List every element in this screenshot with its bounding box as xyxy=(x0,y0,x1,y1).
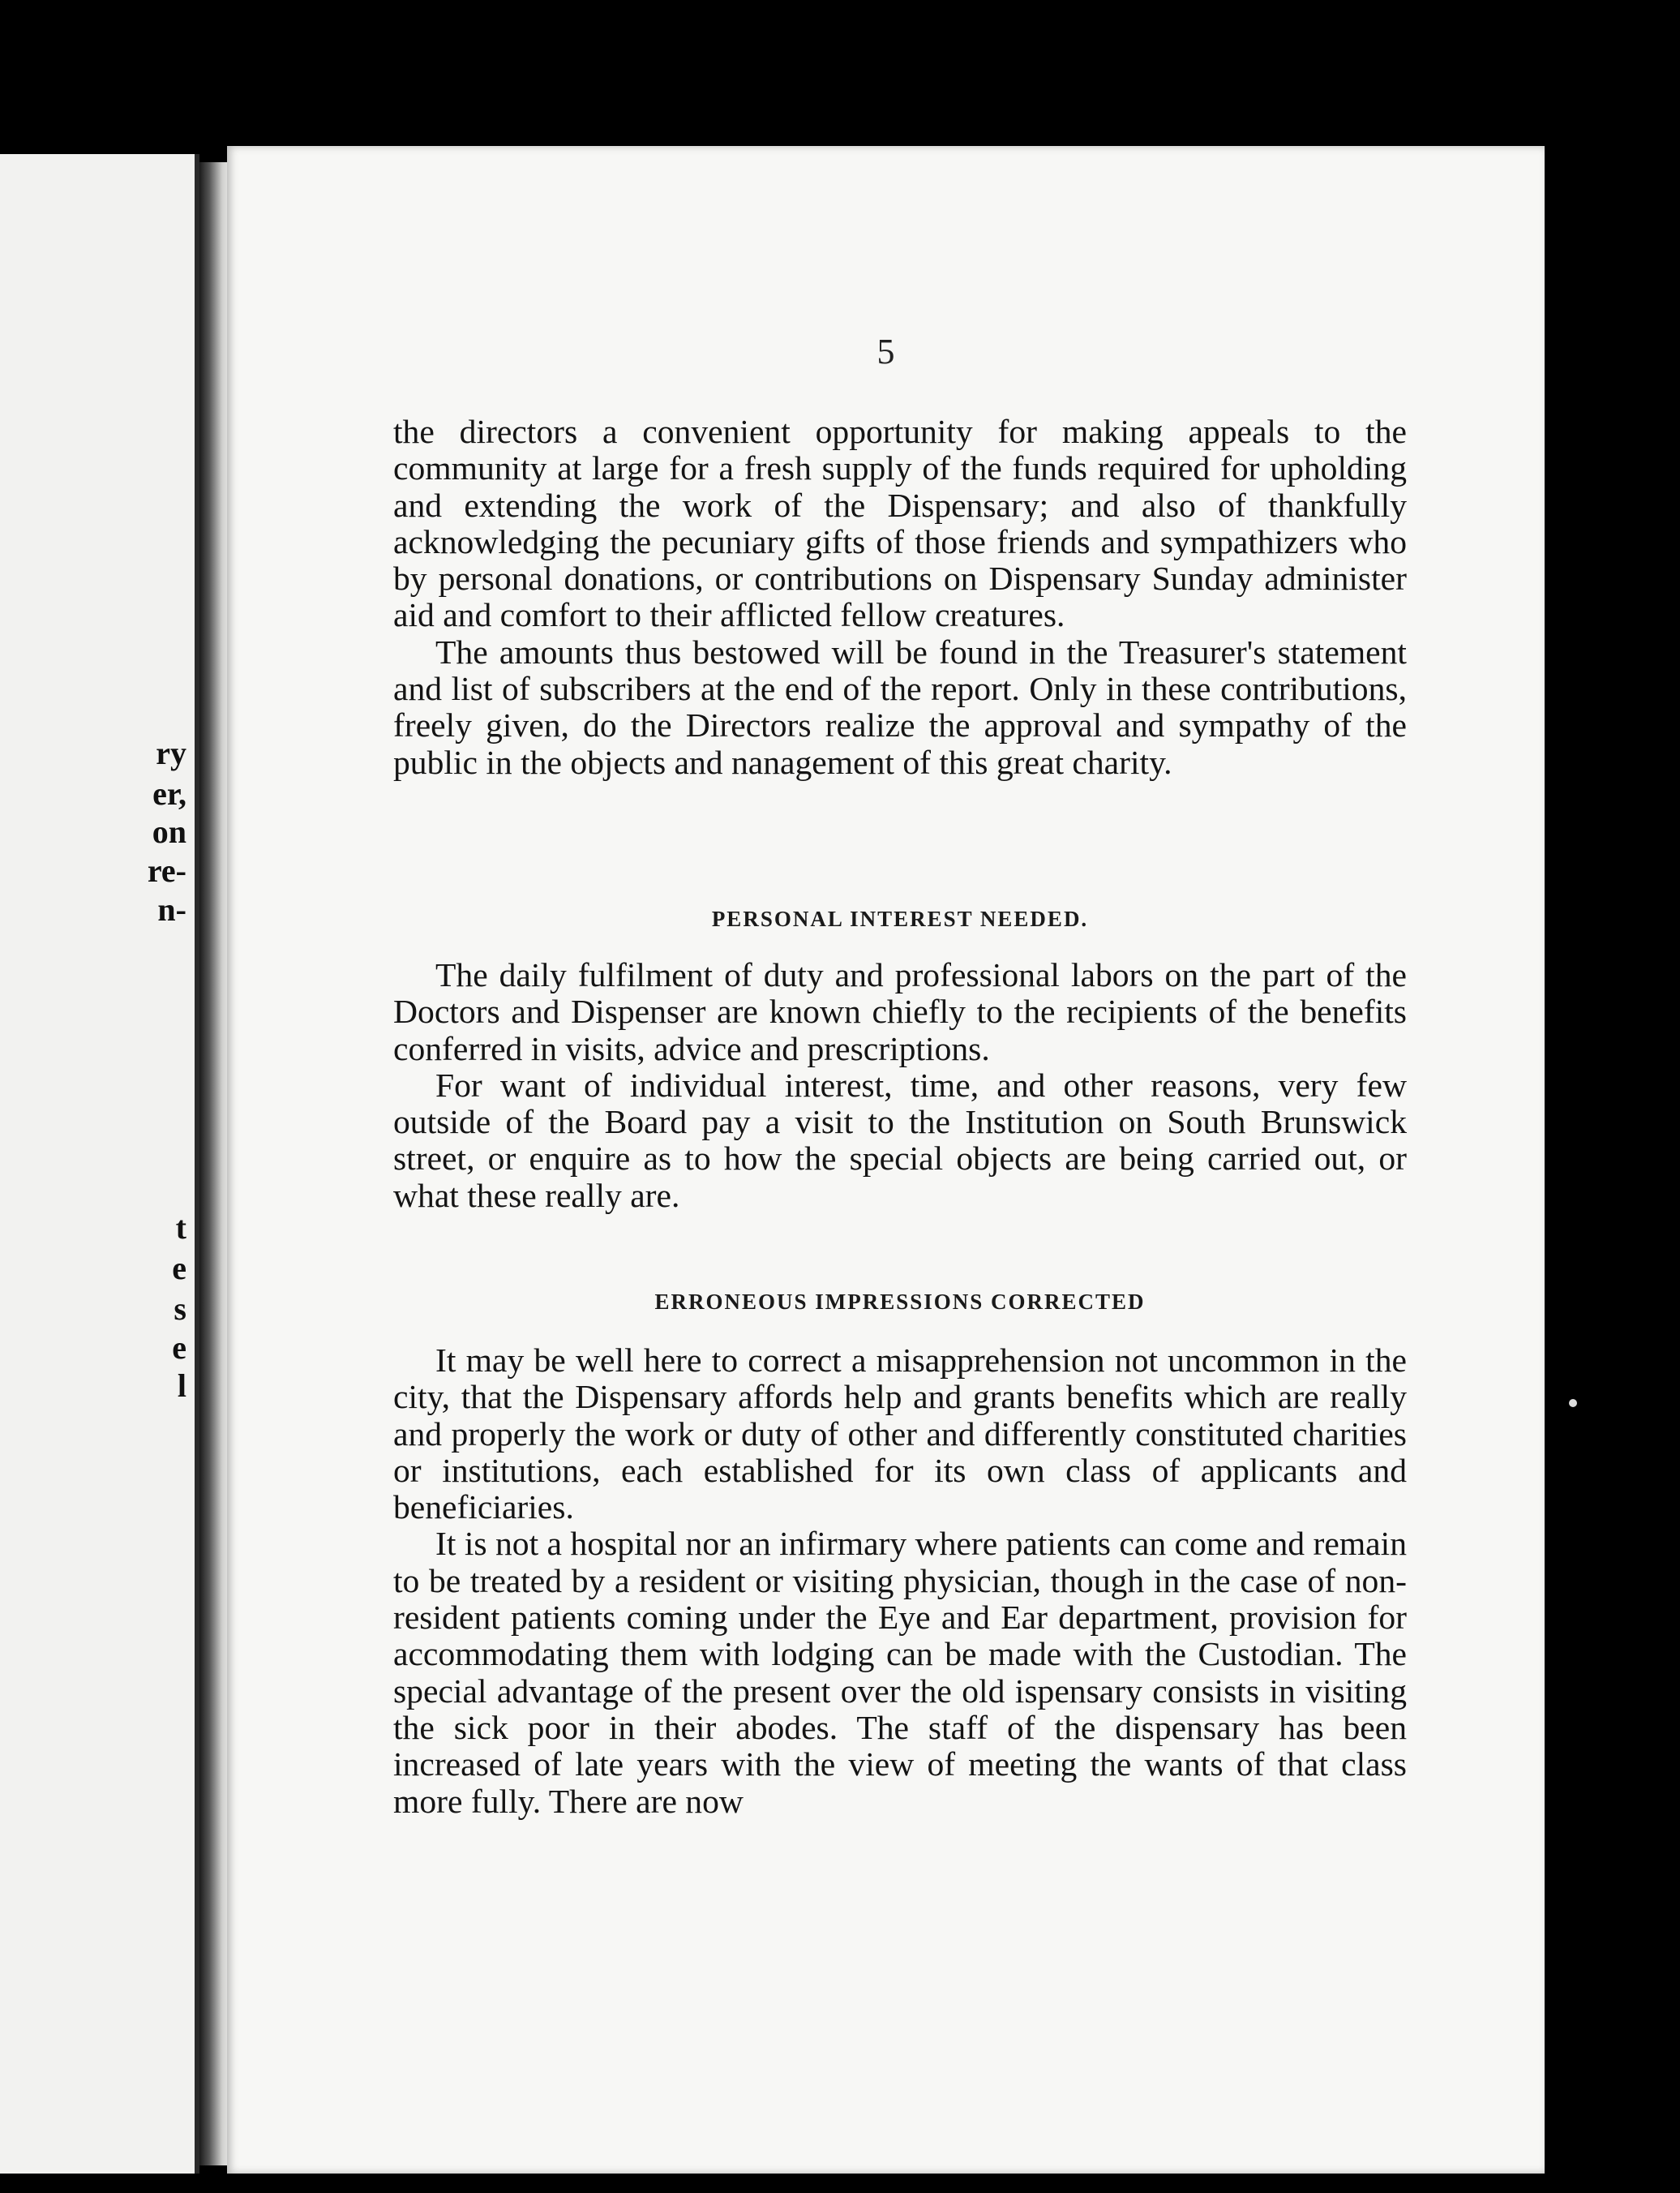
left-page-fragment: ry xyxy=(156,735,186,771)
left-page-fragment: l xyxy=(177,1367,186,1404)
section-heading: PERSONAL INTEREST NEEDED. xyxy=(711,907,1089,931)
left-page-fragment: n- xyxy=(157,891,186,928)
left-page-fragment: s xyxy=(174,1290,186,1327)
section-intro xyxy=(393,414,1407,781)
left-page-fragment: e xyxy=(172,1329,186,1366)
section-erroneous-impressions xyxy=(393,1342,1407,1820)
left-facing-page xyxy=(0,154,199,2174)
paragraph: For want of individual interest, time, and other reasons, very few outside of the Board pay a visit to the Institution on South Brunswick street, or enquire as to how the special objects are being carried out, or what these really are. xyxy=(393,1066,1407,1214)
speck xyxy=(1569,1399,1577,1407)
paragraph: It may be well here to correct a misapprehension not uncommon in the city, that the Dispensary affords help and grants benefits which are really and properly the work or duty of other and differently constituted charities or institutions, each established for its own class of applicants and beneficiaries. xyxy=(393,1341,1407,1526)
left-page-fragment: re- xyxy=(147,852,186,889)
page-number: 5 xyxy=(876,332,895,371)
paragraph: The daily fulfilment of duty and professional labors on the part of the Doctors and Dispenser are known chiefly to the recipients of the benefits conferred in visits, advice and prescriptions. xyxy=(393,956,1407,1067)
paragraph: the directors a convenient opportunity for making appeals to the community at large for a fresh supply of the funds required for upholding and extending the work of the Dispensary; and also of thankfully acknowledging the pecuniary gifts of those friends and sympathizers who by personal donations, or contributions on Dispensary Sunday administer aid and comfort to their afflicted fellow creatures. xyxy=(393,413,1407,634)
left-page-fragment: e xyxy=(172,1250,186,1286)
section-personal-interest xyxy=(393,957,1407,1214)
book-page xyxy=(227,146,1545,2174)
paragraph: It is not a hospital nor an infirmary where patients can come and remain to be treated by a resident or visiting physician, though in the case of non-resident patients coming under the Eye and Ear department, provision for accommodating them with lodging can be made with the Custodian. The special advantage of the present over the old ispensary consists in visiting the sick poor in their abodes. The staff of the dispensary has been increased of late years with the view of meeting the wants of that class more fully. There are now xyxy=(393,1525,1407,1820)
paragraph: The amounts thus bestowed will be found in the Treasurer's statement and list of subscribers at the end of the report. Only in these contributions, freely given, do the Directors realize the approval and sympathy of the public in the objects and nanagement of this great charity. xyxy=(393,633,1407,781)
left-page-fragment: er, xyxy=(152,775,186,812)
section-heading: ERRONEOUS IMPRESSIONS CORRECTED xyxy=(654,1290,1146,1314)
left-page-fragment: t xyxy=(175,1209,186,1246)
left-page-fragment: on xyxy=(152,813,186,850)
